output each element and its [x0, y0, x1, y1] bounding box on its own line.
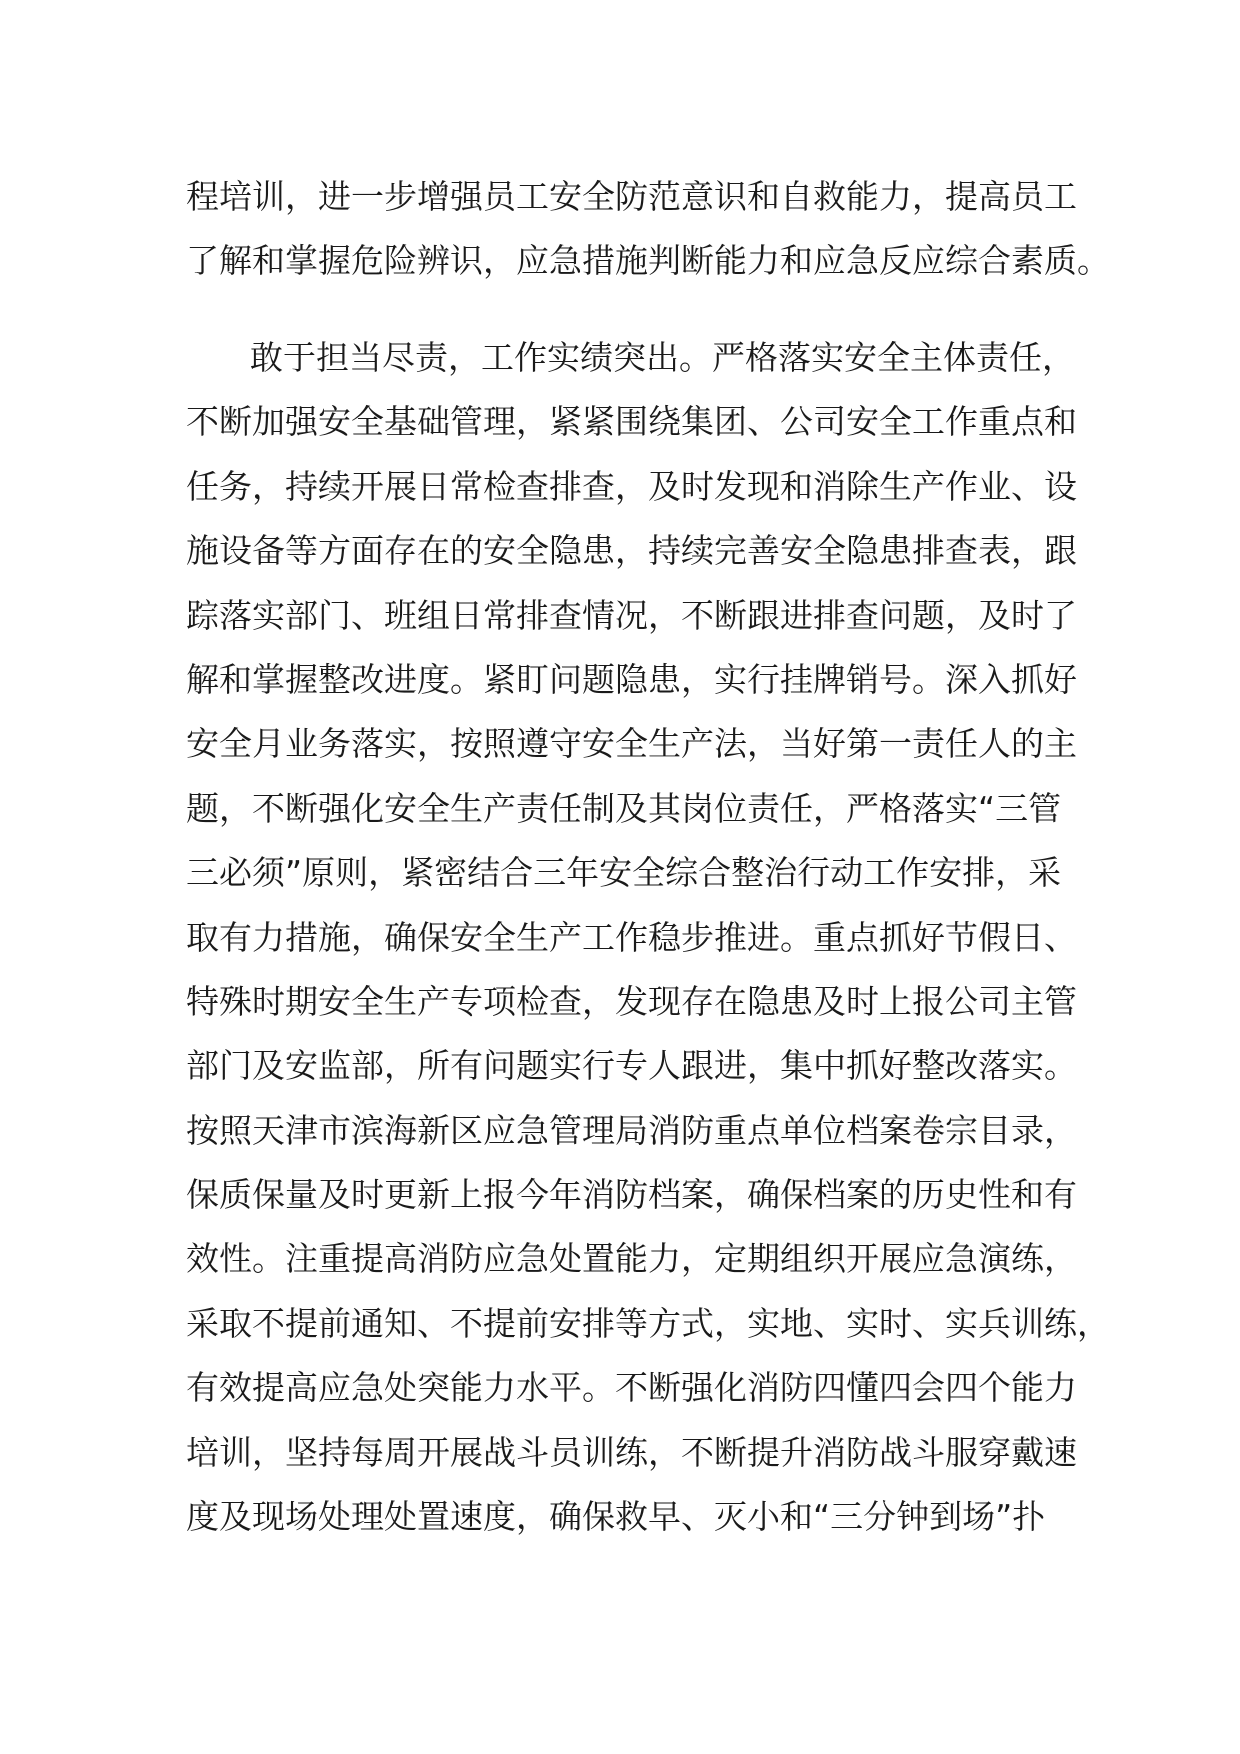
text-line: 任务，持续开展日常检查排查，及时发现和消除生产作业、设 — [186, 466, 1077, 506]
text-line: 效性。注重提高消防应急处置能力，定期组织开展应急演练， — [186, 1239, 1077, 1279]
text-line: 不断加强安全基础管理，紧紧围绕集团、公司安全工作重点和 — [186, 402, 1077, 442]
text-line: 了解和掌握危险辨识，应急措施判断能力和应急反应综合素质。 — [186, 241, 1110, 281]
text-line: 培训，坚持每周开展战斗员训练，不断提升消防战斗服穿戴速 — [186, 1432, 1077, 1472]
text-line: 特殊时期安全生产专项检查，发现存在隐患及时上报公司主管 — [186, 981, 1077, 1021]
text-line: 有效提高应急处突能力水平。不断强化消防四懂四会四个能力 — [186, 1368, 1077, 1408]
text-line: 取有力措施，确保安全生产工作稳步推进。重点抓好节假日、 — [186, 917, 1077, 957]
text-line: 三必须”原则，紧密结合三年安全综合整治行动工作安排，采 — [186, 853, 1062, 893]
text-line: 解和掌握整改进度。紧盯问题隐患，实行挂牌销号。深入抓好 — [186, 659, 1077, 699]
text-line: 踪落实部门、班组日常排查情况，不断跟进排查问题，及时了 — [186, 595, 1077, 635]
paragraph-1 — [186, 165, 1110, 294]
text-line: 按照天津市滨海新区应急管理局消防重点单位档案卷宗目录， — [186, 1110, 1077, 1150]
text-line: 题，不断强化安全生产责任制及其岗位责任，严格落实“三管 — [186, 788, 1062, 828]
text-line-first: 敢于担当尽责，工作实绩突出。严格落实安全主体责任， — [250, 338, 1075, 377]
paragraph-2 — [186, 326, 1110, 1549]
text-line: 施设备等方面存在的安全隐患，持续完善安全隐患排查表，跟 — [186, 531, 1077, 571]
text-line: 度及现场处理处置速度，确保救早、灭小和“三分钟到场”扑 — [186, 1497, 1046, 1537]
text-line: 安全月业务落实，按照遵守安全生产法，当好第一责任人的主 — [186, 724, 1077, 764]
text-line: 采取不提前通知、不提前安排等方式，实地、实时、实兵训练， — [186, 1303, 1110, 1343]
text-line: 保质保量及时更新上报今年消防档案，确保档案的历史性和有 — [186, 1175, 1077, 1215]
text-line: 程培训，进一步增强员工安全防范意识和自救能力，提高员工 — [186, 177, 1077, 216]
text-line: 部门及安监部，所有问题实行专人跟进，集中抓好整改落实。 — [186, 1046, 1077, 1086]
